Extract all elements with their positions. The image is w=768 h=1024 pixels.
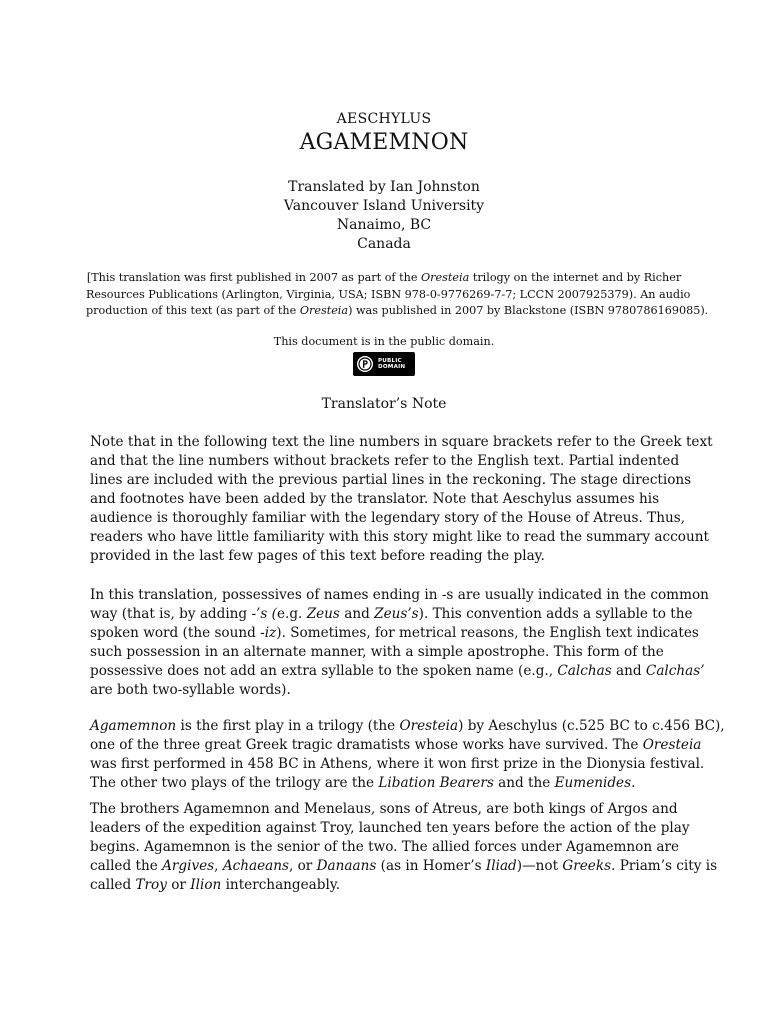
paragraph-line: In this translation, possessives of names ending in -s are usually indicated in the common bbox=[90, 587, 709, 603]
paragraph-line: spoken word (the sound -iz). Sometimes, for metrical reasons, the English text indicates bbox=[90, 625, 699, 641]
institution-line: Vancouver Island University bbox=[283, 198, 485, 214]
public-domain-icon bbox=[356, 355, 374, 373]
paragraph-line: Note that in the following text the line numbers in square brackets refer to the Greek text bbox=[90, 434, 713, 450]
play-title: AGAMEMNON bbox=[299, 130, 469, 155]
translator-credits bbox=[0, 178, 768, 254]
paragraph-line: was first performed in 458 BC in Athens, where it won first prize in the Dionysia festival. bbox=[90, 756, 705, 772]
paragraph-line: called Troy or Ilion interchangeably. bbox=[90, 877, 341, 893]
public-domain-badge-label: PUBLIC DOMAIN bbox=[378, 357, 406, 370]
paragraph-possessives bbox=[90, 586, 709, 700]
paragraph-line: and footnotes have been added by the translator. Note that Aeschylus assumes his bbox=[90, 491, 660, 507]
city-line: Nanaimo, BC bbox=[336, 217, 432, 233]
publication-note-line: Resources Publications (Arlington, Virginia, USA; ISBN 978-0-9776269-7-7; LCCN 2007925379). An audio bbox=[86, 287, 691, 301]
translators-note-heading: Translator’s Note bbox=[321, 396, 447, 412]
publication-note bbox=[86, 270, 709, 320]
paragraph-line: are both two-syllable words). bbox=[90, 682, 291, 698]
publication-note-line: [This translation was first published in 2007 as part of the Oresteia trilogy on the internet and by Richer bbox=[86, 271, 682, 284]
paragraph-line: leaders of the expedition against Troy, launched ten years before the action of the play bbox=[90, 820, 690, 836]
paragraph-trilogy bbox=[90, 717, 725, 793]
paragraph-line-numbers bbox=[90, 433, 713, 566]
paragraph-line: such possession in an alternate manner, with a simple apostrophe. This form of the bbox=[90, 644, 664, 660]
paragraph-line: readers who have little familiarity with this story might like to read the summary account bbox=[90, 529, 709, 545]
author-name: AESCHYLUS bbox=[336, 111, 432, 127]
paragraph-line: The other two plays of the trilogy are the Libation Bearers and the Eumenides. bbox=[90, 775, 636, 791]
paragraph-line: and that the line numbers without brackets refer to the English text. Partial indented bbox=[90, 453, 680, 469]
paragraph-line: begins. Agamemnon is the senior of the two. The allied forces under Agamemnon are bbox=[90, 839, 680, 855]
paragraph-line: way (that is, by adding -’s (e.g. Zeus and Zeus’s). This convention adds a syllable to the bbox=[90, 606, 693, 622]
country-line: Canada bbox=[357, 236, 411, 252]
paragraph-line: lines are included with the previous partial lines in the reckoning. The stage directions bbox=[90, 472, 692, 488]
public-domain-statement: This document is in the public domain. bbox=[273, 335, 495, 348]
paragraph-line: The brothers Agamemnon and Menelaus, sons of Atreus, are both kings of Argos and bbox=[90, 801, 678, 817]
translator-line: Translated by Ian Johnston bbox=[288, 179, 480, 195]
paragraph-line: one of the three great Greek tragic dramatists whose works have survived. The Oresteia bbox=[90, 737, 702, 753]
paragraph-line: provided in the last few pages of this text before reading the play. bbox=[90, 548, 545, 564]
publication-note-line: production of this text (as part of the Oresteia) was published in 2007 by Blackstone (ISBN 9780786169085). bbox=[86, 304, 709, 317]
paragraph-line: possessive does not add an extra syllable to the spoken name (e.g., Calchas and Calchas’ bbox=[90, 663, 705, 679]
public-domain-badge bbox=[353, 352, 415, 376]
paragraph-line: called the Argives, Achaeans, or Danaans (as in Homer’s Iliad)—not Greeks. Priam’s city is bbox=[90, 858, 718, 874]
paragraph-line: Agamemnon is the first play in a trilogy (the Oresteia) by Aeschylus (c.525 BC to c.456 BC), bbox=[90, 718, 725, 734]
paragraph-brothers bbox=[90, 800, 718, 895]
paragraph-line: audience is thoroughly familiar with the legendary story of the House of Atreus. Thus, bbox=[90, 510, 686, 526]
